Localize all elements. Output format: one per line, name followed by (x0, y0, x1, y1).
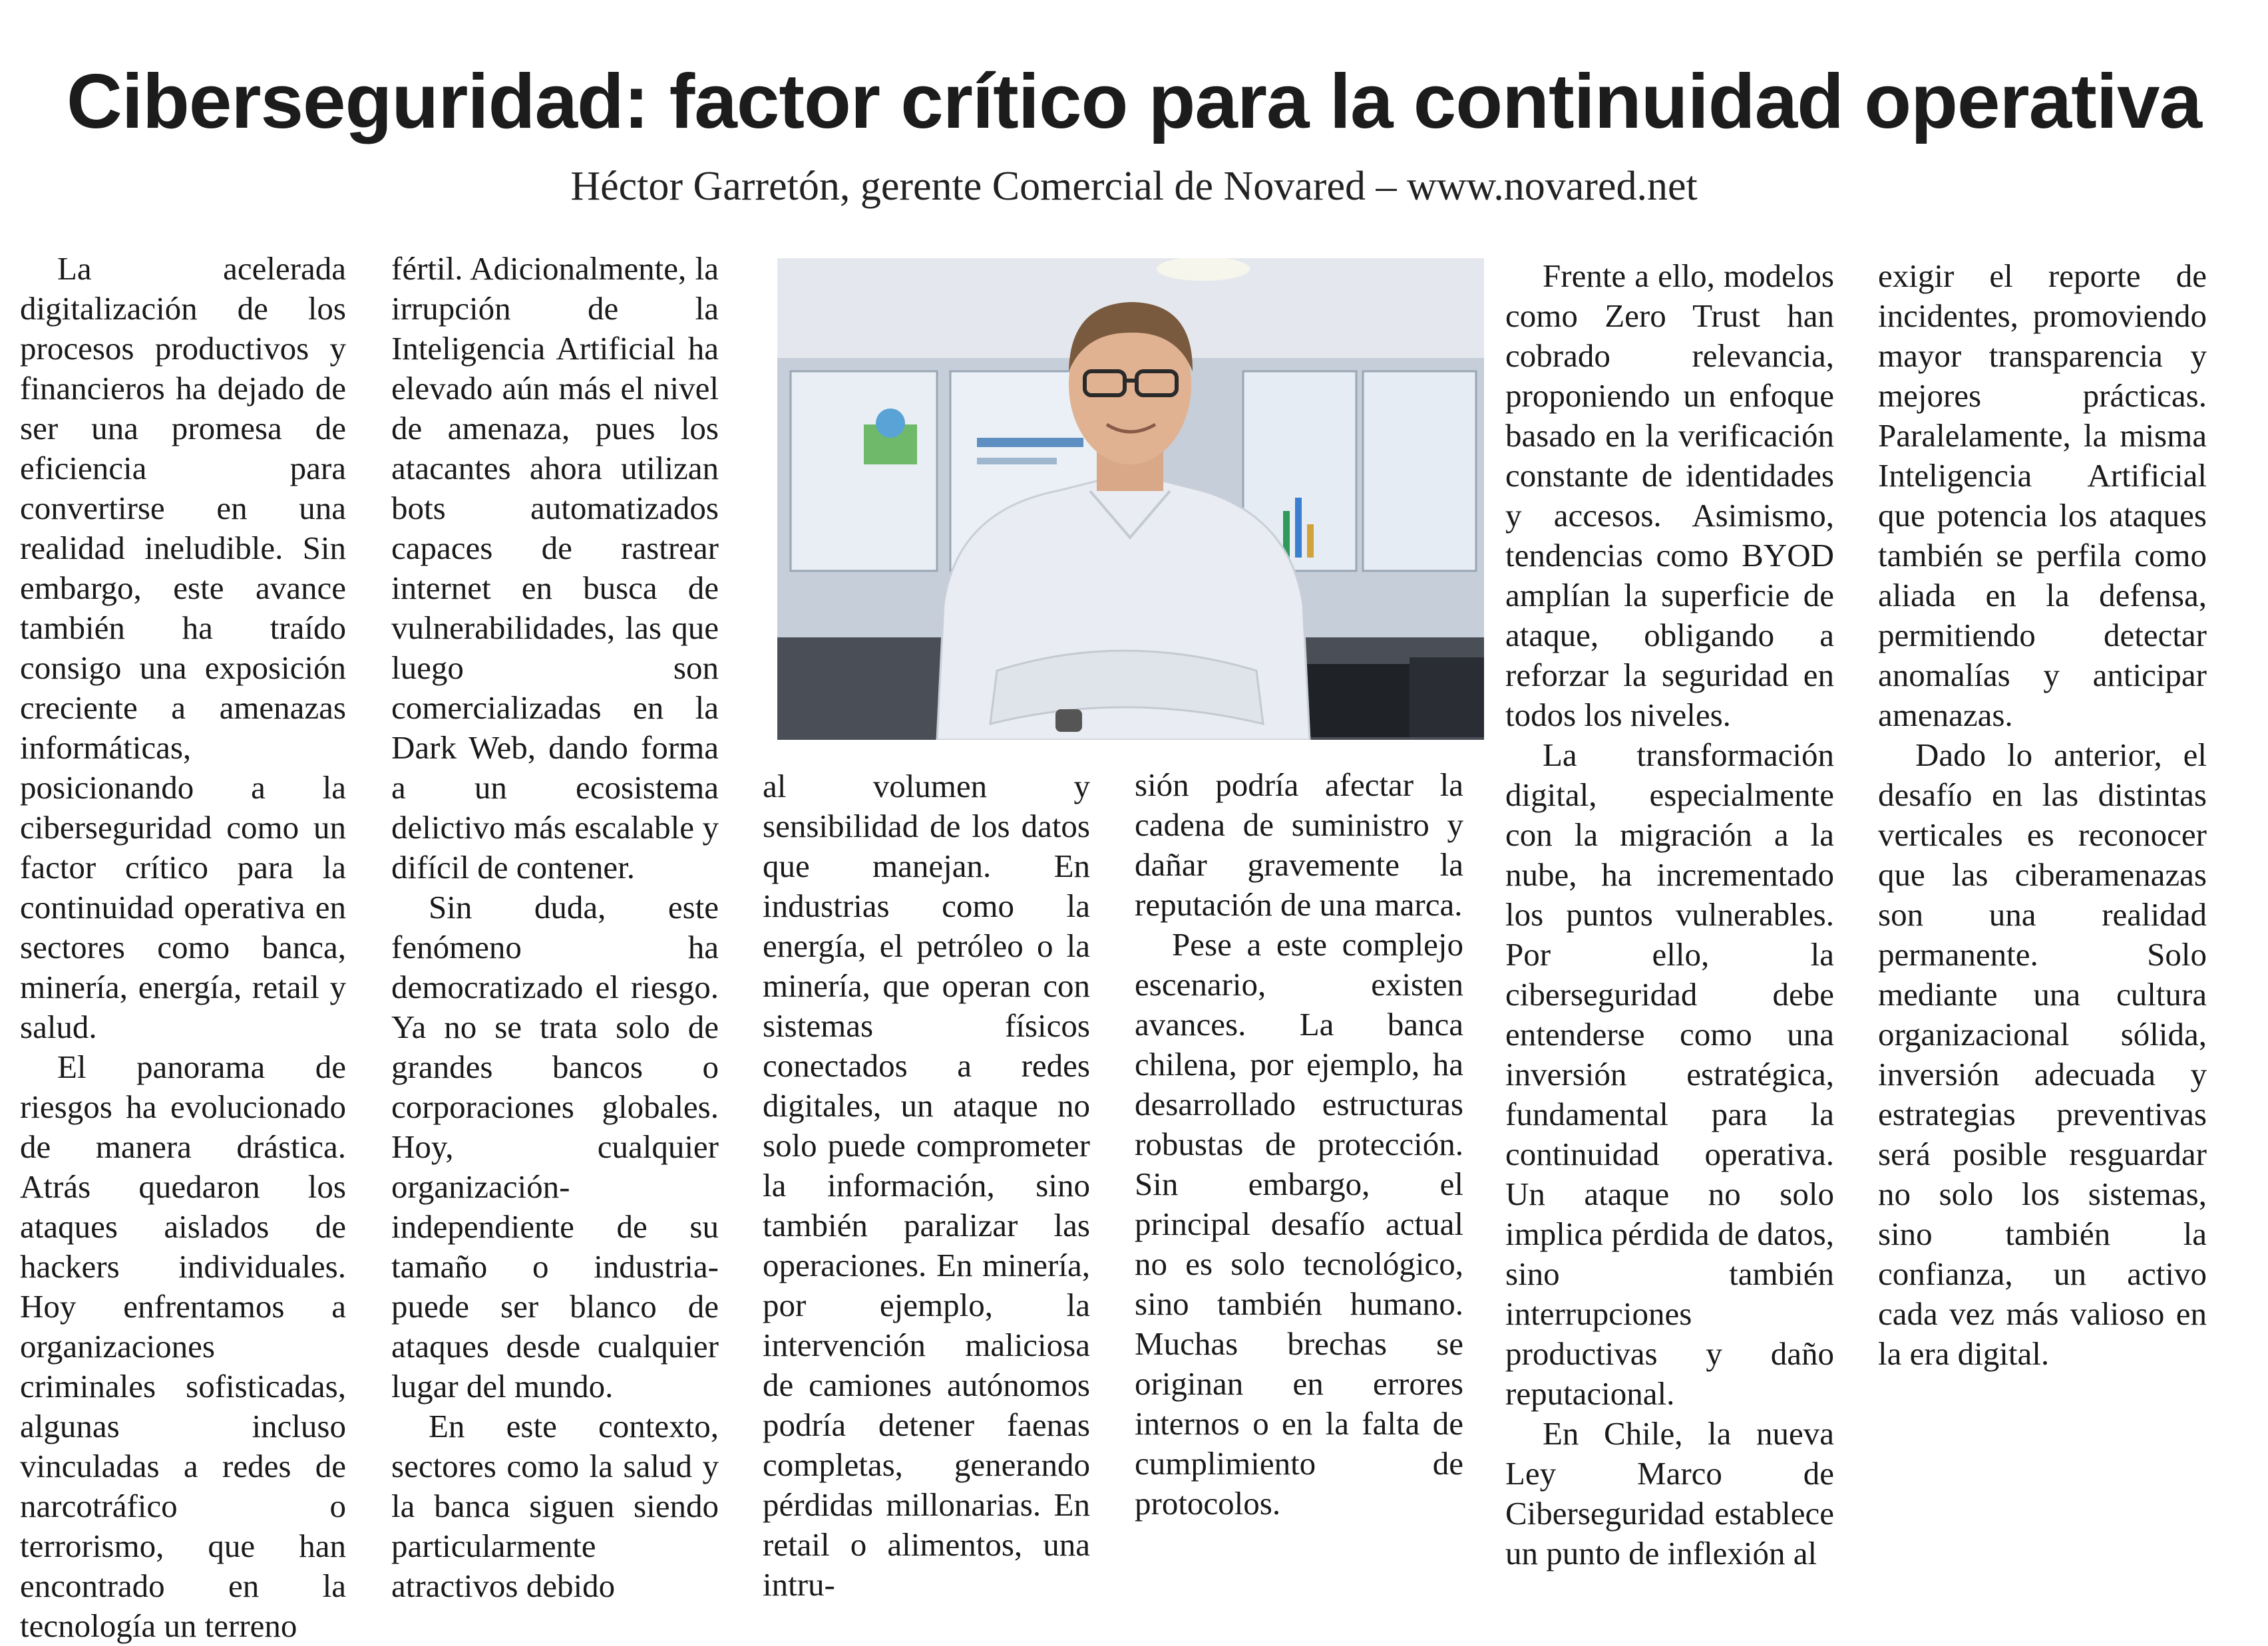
paragraph: En este contexto, sectores como la salud y la banca siguen siendo particularmente atractivos debido (391, 1408, 719, 1604)
article-byline: Héctor Garretón, gerente Comercial de Novared – www.novared.net (570, 164, 1698, 209)
author-photo (777, 258, 1484, 740)
paragraph-continued: sión podría afectar la cadena de suministro y dañar gravemente la reputación de una marca. (1135, 766, 1463, 923)
text-column-1 (20, 249, 346, 1646)
paragraph-continued: al volumen y sensibilidad de los datos que manejan. En industrias como la energía, el petróleo o la minería, que operan con sistemas físicos conectados a redes digitales, un ataque no solo puede comprometer la información, sino también paralizar las operaciones. En minería, por ejemplo, la intervención maliciosa de camiones autónomos podría detener faenas completas, generando pérdidas millonarias. En retail o alimentos, una intru- (763, 768, 1090, 1603)
paragraph: Dado lo anterior, el desafío en las distintas verticales es reconocer que las ciberamenazas son una realidad permanente. Solo mediante una cultura organizacional sólida, inversión adecuada y estrategias preventivas será posible resguardar no solo los sistemas, sino también la confianza, un activo cada vez más valioso en la era digital. (1878, 737, 2207, 1372)
text-column-5 (1505, 256, 1834, 1573)
paragraph-continued: fértil. Adicionalmente, la irrupción de la Inteligencia Artificial ha elevado aún más el nivel de amenaza, pues los atacantes ahora utilizan bots automatizados capaces de rastrear internet en busca de vulnerabilidades, las que luego son comercializadas en la Dark Web, dando forma a un ecosistema delictivo más escalable y difícil de contener. (391, 250, 719, 886)
paragraph: El panorama de riesgos ha evolucionado de manera drástica. Atrás quedaron los ataques aislados de hackers individuales. Hoy enfrentamos a organizaciones criminales sofisticadas, algunas incluso vinculadas a redes de narcotráfico o terrorismo, que han encontrado en la tecnología un terreno (20, 1049, 346, 1644)
text-column-2 (391, 249, 719, 1606)
text-column-4 (1135, 765, 1463, 1524)
paragraph: En Chile, la nueva Ley Marco de Ciberseguridad establece un punto de inflexión al (1505, 1415, 1834, 1571)
paragraph: Sin duda, este fenómeno ha democratizado el riesgo. Ya no se trata solo de grandes bancos o corporaciones globales. Hoy, cualquier organización- independiente de su tamaño o industria- puede ser blanco de ataques desde cualquier lugar del mundo. (391, 889, 719, 1404)
paragraph-continued: exigir el reporte de incidentes, promoviendo mayor transparencia y mejores prácticas. Paralelamente, la misma Inteligencia Artificial que potencia los ataques también se perfila como aliada en la defensa, permitiendo detectar anomalías y anticipar amenazas. (1878, 257, 2207, 733)
article-title: Ciberseguridad: factor crítico para la continuidad operativa (66, 58, 2202, 144)
paragraph: La acelerada digitalización de los procesos productivos y financieros ha dejado de ser una promesa de eficiencia para convertirse en una realidad ineludible. Sin embargo, este avance también ha traído consigo una exposición creciente a amenazas informáticas, posicionando a la ciberseguridad como un factor crítico para la continuidad operativa en sectores como banca, minería, energía, retail y salud. (20, 250, 346, 1045)
paragraph: Pese a este complejo escenario, existen avances. La banca chilena, por ejemplo, ha desarrollado estructuras robustas de protección. Sin embargo, el principal desafío actual no es solo tecnológico, sino también humano. Muchas brechas se originan en errores internos o en la falta de cumplimiento de protocolos. (1135, 926, 1463, 1522)
paragraph: La transformación digital, especialmente con la migración a la nube, ha incrementado los puntos vulnerables. Por ello, la ciberseguridad debe entenderse como una inversión estratégica, fundamental para la continuidad operativa. Un ataque no solo implica pérdida de datos, sino también interrupciones productivas y daño reputacional. (1505, 737, 1834, 1412)
text-column-6 (1878, 256, 2207, 1374)
text-column-3 (763, 766, 1090, 1605)
paragraph: Frente a ello, modelos como Zero Trust han cobrado relevancia, proponiendo un enfoque basado en la verificación constante de identidades y accesos. Asimismo, tendencias como BYOD amplían la superficie de ataque, obligando a reforzar la seguridad en todos los niveles. (1505, 257, 1834, 733)
